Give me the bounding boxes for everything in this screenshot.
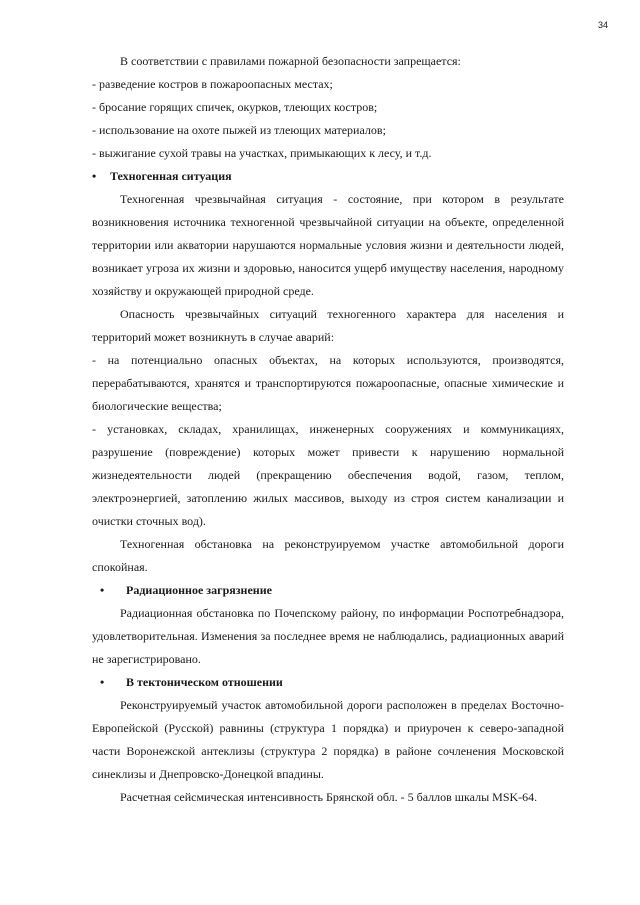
section-heading-tectonic bbox=[92, 671, 564, 694]
technogenic-danger-item: - на потенциально опасных объектах, на которых используются, производятся, перерабатываются, хранятся и транспортируются пожароопасные, опасные химические и биологические вещества; bbox=[92, 353, 564, 413]
radiation-text: Радиационная обстановка по Почепскому району, по информации Роспотребнадзора, удовлетворительная. Изменения за последнее время не наблюдались, радиационных аварий не зарегистрировано. bbox=[92, 606, 564, 666]
section-heading-text: В тектоническом отношении bbox=[126, 675, 283, 689]
fire-safety-item: - бросание горящих спичек, окурков, тлеющих костров; bbox=[92, 100, 378, 114]
technogenic-definition: Техногенная чрезвычайная ситуация - состояние, при котором в результате возникновения источника техногенной чрезвычайной ситуации на объекте, определенной территории или акватории нарушаются нормальные условия жизни и деятельности людей, возникает угроза их жизни и здоровью, наносится ущерб имуществу населения, народному хозяйству и окружающей природной среде. bbox=[92, 192, 564, 298]
seismic-text: Расчетная сейсмическая интенсивность Брянской обл. - 5 баллов шкалы MSK-64. bbox=[120, 790, 538, 804]
section-heading-text: Техногенная ситуация bbox=[110, 169, 232, 183]
fire-safety-intro: В соответствии с правилами пожарной безопасности запрещается: bbox=[120, 54, 461, 68]
technogenic-danger-intro: Опасность чрезвычайных ситуаций техногенного характера для населения и территорий может возникнуть в случае аварий: bbox=[92, 307, 564, 344]
page-number: 34 bbox=[597, 20, 608, 30]
section-heading-technogenic bbox=[92, 165, 564, 188]
section-heading-radiation bbox=[92, 579, 564, 602]
bullet-icon: • bbox=[92, 169, 97, 183]
fire-safety-item: - выжигание сухой травы на участках, примыкающих к лесу, и т.д. bbox=[92, 146, 432, 160]
document-body bbox=[92, 50, 564, 809]
fire-safety-item: - использование на охоте пыжей из тлеющих материалов; bbox=[92, 123, 386, 137]
technogenic-conclusion: Техногенная обстановка на реконструируемом участке автомобильной дороги спокойная. bbox=[92, 537, 564, 574]
tectonic-text: Реконструируемый участок автомобильной дороги расположен в пределах Восточно-Европейской (Русской) равнины (структура 1 порядка) и приурочен к северо-западной части Воронежской антеклизы (структура 2 порядка) в районе сочленения Московской синеклизы и Днепровско-Донецкой впадины. bbox=[92, 698, 564, 781]
section-heading-text: Радиационное загрязнение bbox=[126, 583, 272, 597]
bullet-icon: • bbox=[100, 583, 105, 597]
technogenic-danger-item: - установках, складах, хранилищах, инженерных сооружениях и коммуникациях, разрушение (повреждение) которых может привести к нарушению нормальной жизнедеятельности людей (прекращению обеспечения водой, газом, теплом, электроэнергией, затоплению жилых массивов, выходу из строя систем канализации и очистки сточных вод). bbox=[92, 422, 564, 528]
bullet-icon: • bbox=[100, 675, 105, 689]
fire-safety-item: - разведение костров в пожароопасных местах; bbox=[92, 77, 333, 91]
